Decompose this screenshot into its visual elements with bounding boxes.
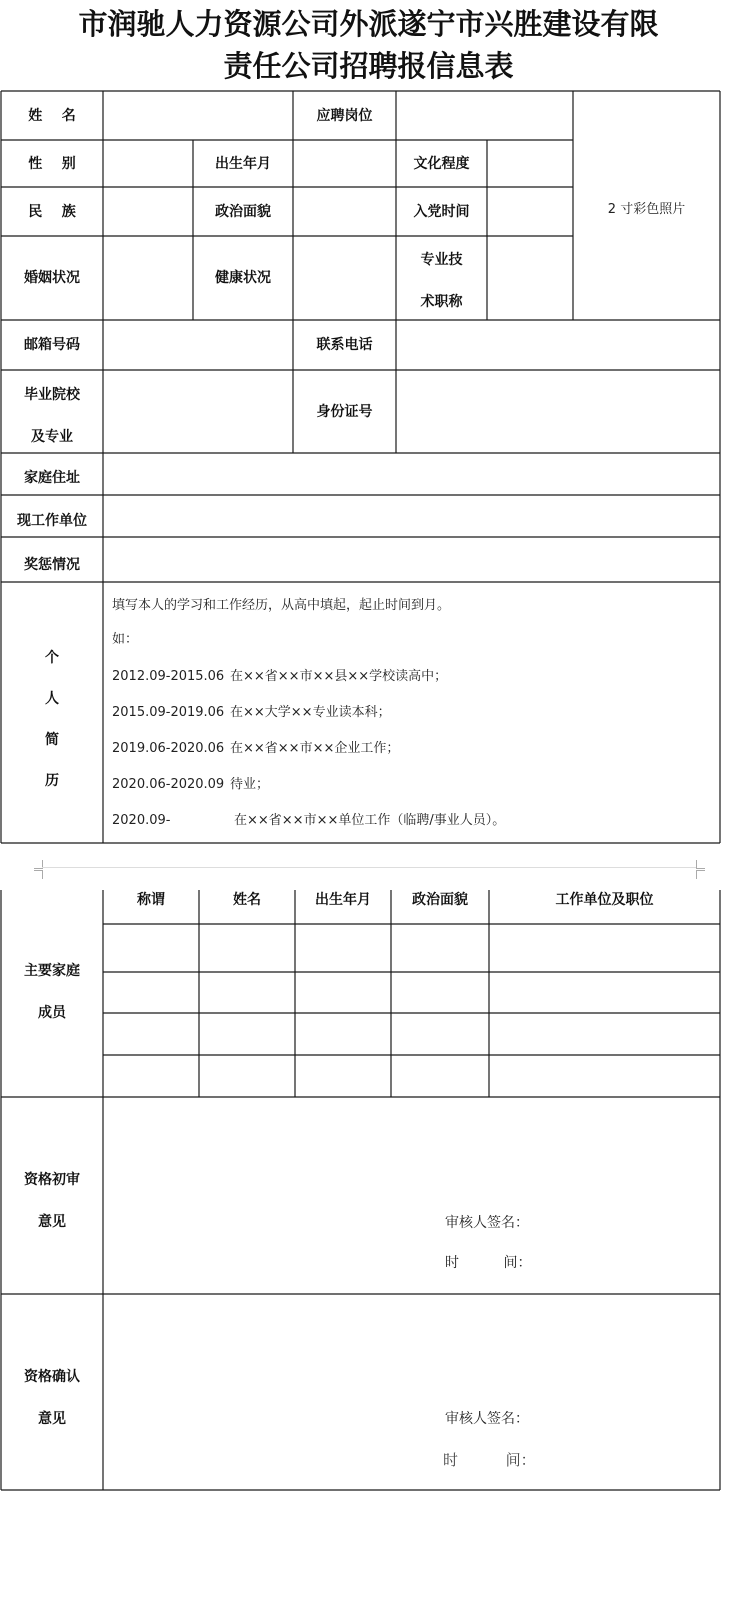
id-number-label: 身份证号 [316,403,373,420]
resume-entry-period: 2020.06-2020.09 [112,777,225,792]
final-date-label: 时 间： [443,1451,536,1469]
page-corner-mark [34,870,43,879]
phone-field[interactable] [397,321,719,369]
employer-field[interactable] [104,496,719,536]
ethnicity-label: 民 族 [28,203,76,220]
education-field[interactable] [488,141,572,186]
professional-title-label-1: 专业技 [420,252,463,268]
resume-entry-period: 2012.09-2015.06 [112,669,225,684]
political-label: 政治面貌 [215,203,271,220]
awards-label: 奖惩情况 [24,556,80,573]
birth-label: 出生年月 [215,155,271,172]
school-field[interactable] [104,371,292,452]
health-field[interactable] [294,237,395,319]
family-header-relation: 称谓 [137,891,165,908]
employer-label: 现工作单位 [17,513,87,529]
page-gap-line [42,867,696,868]
form-title-line-1: 市润驰人力资源公司外派遂宁市兴胜建设有限 [78,7,659,41]
family-member-row[interactable] [104,1014,719,1054]
family-header-employer: 工作单位及职位 [555,891,654,908]
resume-entry-desc: 在××省××市××单位工作（临聘/事业人员）。 [234,813,506,828]
family-header-birth: 出生年月 [315,891,371,908]
family-label-2: 成员 [38,1005,66,1021]
name-label: 姓 名 [28,107,76,124]
final-signature-label: 审核人签名： [445,1411,529,1427]
marital-field[interactable] [104,237,192,319]
resume-label-char-3: 简 [45,732,59,748]
professional-title-field[interactable] [488,237,572,319]
resume-entry-period: 2020.09- [112,813,171,828]
position-label: 应聘岗位 [316,107,373,124]
preliminary-review-label-2: 意见 [38,1214,66,1230]
health-label: 健康状况 [215,270,271,286]
postcode-field[interactable] [104,321,292,369]
resume-example-prefix: 如： [112,632,139,647]
postcode-label: 邮箱号码 [24,337,80,353]
resume-entry-period: 2015.09-2019.06 [112,705,225,720]
final-review-label-1: 资格确认 [24,1369,80,1385]
resume-entry-desc: 在××省××市××县××学校读高中； [230,669,448,684]
resume-label-char-4: 历 [45,773,59,789]
birth-field[interactable] [294,141,395,186]
family-member-row[interactable] [104,1056,719,1096]
phone-label: 联系电话 [316,337,373,353]
position-field[interactable] [397,92,572,139]
family-member-row[interactable] [104,973,719,1012]
resume-instruction: 填写本人的学习和工作经历，从高中填起，起止时间到月。 [112,598,451,613]
party-date-label: 入党时间 [413,203,470,220]
resume-entry-period: 2019.06-2020.06 [112,741,225,756]
final-review-field[interactable] [104,1295,719,1489]
photo-placeholder[interactable]: 2 寸彩色照片 [607,202,686,217]
family-header-political: 政治面貌 [412,891,468,908]
preliminary-date-label: 时 间： [445,1255,532,1271]
awards-field[interactable] [104,538,719,581]
professional-title-label-2: 术职称 [420,294,463,310]
final-review-label-2: 意见 [38,1411,66,1427]
education-label: 文化程度 [413,155,470,172]
party-date-field[interactable] [488,188,572,235]
resume-entry-desc: 在××大学××专业读本科； [230,705,391,720]
resume-entry-desc: 待业； [230,777,270,792]
name-field[interactable] [104,92,292,139]
form-title-line-2: 责任公司招聘报信息表 [223,49,514,83]
preliminary-review-label-1: 资格初审 [24,1172,80,1188]
ethnicity-field[interactable] [104,188,192,235]
page-corner-mark [696,860,705,869]
school-label-2: 及专业 [31,429,73,445]
school-label-1: 毕业院校 [24,387,80,403]
gender-label: 性 别 [28,155,76,172]
address-field[interactable] [104,454,719,494]
family-label-1: 主要家庭 [24,963,80,979]
preliminary-signature-label: 审核人签名： [445,1215,529,1231]
resume-field[interactable] [104,583,719,842]
marital-label: 婚姻状况 [24,270,80,286]
preliminary-review-field[interactable] [104,1098,719,1293]
family-member-row[interactable] [104,925,719,971]
resume-entry-desc: 在××省××市××企业工作； [230,741,400,756]
address-label: 家庭住址 [24,470,80,486]
family-header-name: 姓名 [233,891,261,908]
political-field[interactable] [294,188,395,235]
id-number-field[interactable] [397,371,719,452]
gender-field[interactable] [104,141,192,186]
resume-label-char-1: 个 [45,650,59,666]
resume-label-char-2: 人 [45,691,59,707]
